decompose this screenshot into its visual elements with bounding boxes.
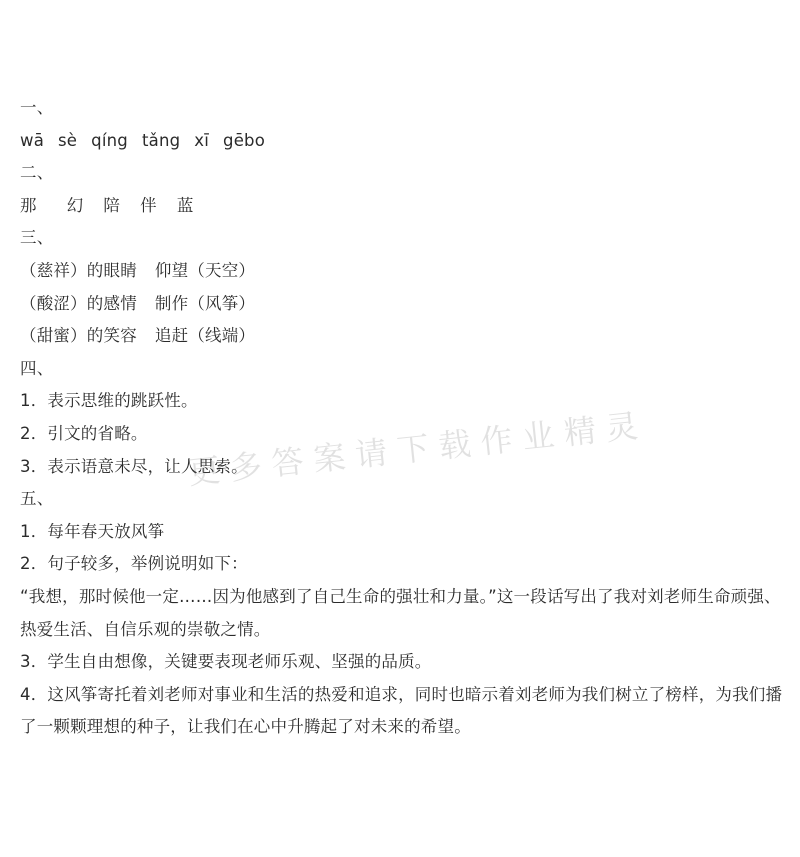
pinyin-3: qíng — [91, 130, 128, 150]
section-4-item-3: 3．表示语意未尽，让人思索。 — [20, 456, 248, 476]
char-2: 幻 — [66, 195, 84, 215]
pinyin-1: wā — [20, 130, 45, 150]
section-4-item-1: 1．表示思维的跳跃性。 — [20, 391, 198, 411]
section-5-item-2: 2．句子较多，举例说明如下： — [20, 554, 248, 574]
section-4-heading: 四、 — [20, 358, 54, 378]
char-3: 陪 — [103, 195, 121, 215]
pinyin-answers — [20, 125, 785, 158]
pinyin-5: xī — [194, 130, 210, 150]
section-5-heading: 五、 — [20, 489, 54, 509]
phrase-line-3 — [20, 320, 785, 353]
phrase-1a: （慈祥）的眼睛 — [20, 260, 137, 280]
answer-document — [20, 92, 785, 744]
char-5: 蓝 — [176, 195, 194, 215]
pinyin-2: sè — [58, 130, 78, 150]
section-3-heading: 三、 — [20, 228, 54, 248]
section-5-item-1: 1．每年春天放风筝 — [20, 521, 165, 541]
pinyin-6: gēbo — [223, 130, 266, 150]
watermark-text: 更多答案请下载作业精灵 — [186, 405, 650, 492]
phrase-line-1 — [20, 255, 785, 288]
character-answers — [20, 190, 785, 223]
char-1: 那 — [20, 195, 37, 215]
section-5-item-3: 3．学生自由想像，关键要表现老师乐观、坚强的品质。 — [20, 652, 432, 672]
phrase-3a: （甜蜜）的笑容 — [20, 326, 137, 346]
section-2-heading: 二、 — [20, 163, 54, 183]
char-4: 伴 — [140, 195, 157, 215]
phrase-2b: 制作（风筝） — [154, 293, 256, 313]
section-5-item-4: 4．这风筝寄托着刘老师对事业和生活的热爱和追求，同时也暗示着刘老师为我们树立了榜样，为我们播了一颗颗理想的种子，让我们在心中升腾起了对未来的希望。 — [20, 684, 783, 737]
section-5-quote: “我想，那时候他一定……因为他感到了自己生命的强壮和力量。”这一段话写出了我对刘老师生命顽强、热爱生活、自信乐观的崇敬之情。 — [20, 586, 781, 639]
phrase-1b: 仰望（天空） — [154, 260, 256, 280]
phrase-line-2 — [20, 288, 785, 321]
section-1-heading: 一、 — [20, 98, 54, 117]
section-4-item-2: 2．引文的省略。 — [20, 423, 148, 443]
pinyin-4: tǎng — [141, 130, 181, 150]
phrase-2a: （酸涩）的感情 — [20, 293, 137, 313]
phrase-3b: 追赶（线端） — [154, 326, 256, 346]
